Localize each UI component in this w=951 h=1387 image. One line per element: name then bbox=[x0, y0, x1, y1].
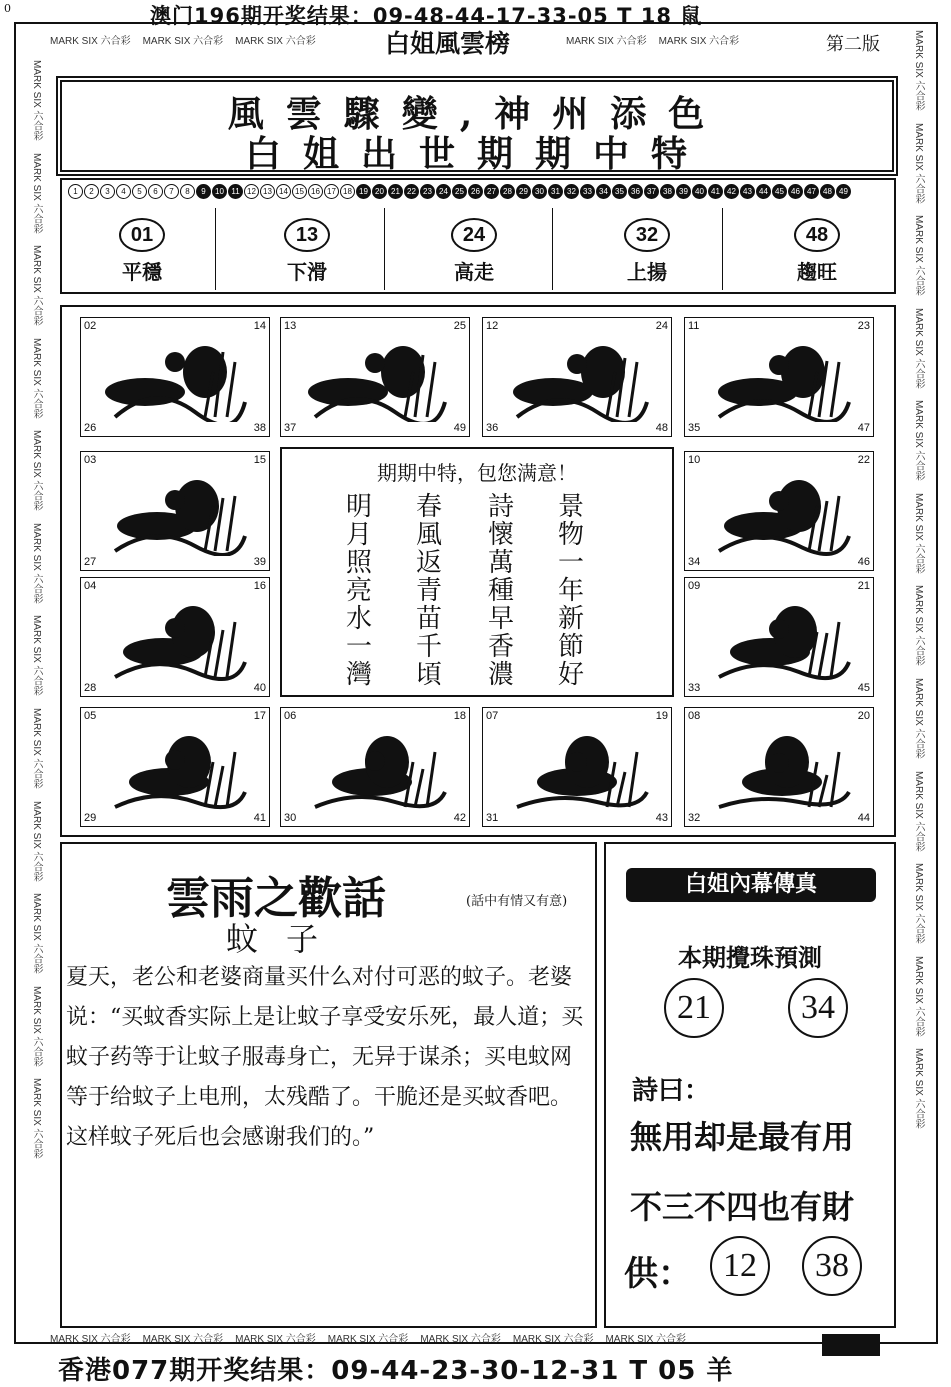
divider bbox=[552, 208, 553, 290]
picture-number: 42 bbox=[453, 812, 466, 824]
story-title: 雲雨之歡話 bbox=[166, 873, 386, 924]
number-ball: 36 bbox=[628, 184, 643, 199]
number-ball: 29 bbox=[516, 184, 531, 199]
black-block bbox=[822, 1334, 880, 1356]
picture-number: 06 bbox=[284, 710, 297, 722]
picture-number: 15 bbox=[253, 454, 266, 466]
watermark-text: MARK SIX 六合彩 bbox=[31, 615, 42, 697]
number-ball: 18 bbox=[340, 184, 355, 199]
picture-number: 05 bbox=[84, 710, 97, 722]
pick-number: 13 bbox=[284, 218, 330, 252]
pick-5 bbox=[777, 208, 857, 288]
picture-number: 07 bbox=[486, 710, 499, 722]
number-ball: 13 bbox=[260, 184, 275, 199]
page-title: 白姐風雲榜 bbox=[385, 29, 511, 58]
ink-painting-image bbox=[95, 466, 255, 556]
number-ball: 28 bbox=[500, 184, 515, 199]
pick-label: 上揚 bbox=[627, 260, 667, 284]
pick-number: 24 bbox=[451, 218, 497, 252]
number-ball: 35 bbox=[612, 184, 627, 199]
ink-painting-image bbox=[497, 722, 657, 812]
picture-number: 31 bbox=[486, 812, 499, 824]
watermark-text: MARK SIX 六合彩 bbox=[31, 60, 42, 141]
picture-number: 33 bbox=[688, 682, 701, 694]
picture-number: 39 bbox=[253, 556, 266, 568]
picture-number: 41 bbox=[253, 812, 266, 824]
poem-column: 景物一年新節好 bbox=[557, 492, 584, 690]
watermark-strip-right bbox=[910, 30, 926, 1320]
prediction-header: 白姐內幕傳真 bbox=[626, 868, 876, 902]
ink-painting-image bbox=[699, 332, 859, 422]
supply-ball: 12 bbox=[710, 1236, 770, 1296]
picture-number: 10 bbox=[688, 454, 701, 466]
number-ball: 6 bbox=[148, 184, 163, 199]
pick-label: 平穩 bbox=[122, 260, 162, 284]
slogan-box bbox=[60, 80, 894, 175]
picture-number: 34 bbox=[688, 556, 701, 568]
picture-number: 48 bbox=[655, 422, 668, 434]
picture-card bbox=[80, 577, 270, 697]
watermark-text: MARK SIX 六合彩 bbox=[31, 430, 42, 511]
number-ball: 14 bbox=[276, 184, 291, 199]
ink-painting-image bbox=[699, 466, 859, 556]
watermark-strip-top-right bbox=[566, 32, 816, 48]
watermark-text: MARK SIX 六合彩 bbox=[31, 152, 42, 234]
picture-number: 26 bbox=[84, 422, 97, 434]
number-ball: 41 bbox=[708, 184, 723, 199]
picture-number: 21 bbox=[857, 580, 870, 592]
watermark-text: MARK SIX 六合彩 bbox=[913, 492, 924, 574]
picture-number: 20 bbox=[857, 710, 870, 722]
story-keyword: 蚊子 bbox=[226, 920, 347, 958]
picture-number: 23 bbox=[857, 320, 870, 332]
picture-number: 18 bbox=[453, 710, 466, 722]
picture-number: 08 bbox=[688, 710, 701, 722]
picture-number: 37 bbox=[284, 422, 297, 434]
number-ball: 44 bbox=[756, 184, 771, 199]
picture-card bbox=[684, 317, 874, 437]
picture-card bbox=[280, 317, 470, 437]
slogan-line-2: 白姐出世期期中特 bbox=[244, 133, 709, 175]
picture-number: 36 bbox=[486, 422, 499, 434]
picture-card bbox=[684, 577, 874, 697]
ink-painting-image bbox=[295, 722, 455, 812]
pick-number: 48 bbox=[794, 218, 840, 252]
poem-column: 春風返青苗千頃 bbox=[415, 492, 442, 690]
watermark-strip-bottom bbox=[50, 1330, 820, 1346]
picture-number: 32 bbox=[688, 812, 701, 824]
number-ball: 7 bbox=[164, 184, 179, 199]
number-ball: 27 bbox=[484, 184, 499, 199]
watermark-text: MARK SIX 六合彩 bbox=[327, 1334, 409, 1345]
number-ball: 48 bbox=[820, 184, 835, 199]
watermark-text: MARK SIX 六合彩 bbox=[235, 1334, 316, 1345]
picture-number: 14 bbox=[253, 320, 266, 332]
picture-number: 27 bbox=[84, 556, 97, 568]
picture-number: 13 bbox=[284, 320, 297, 332]
watermark-text: MARK SIX 六合彩 bbox=[605, 1334, 687, 1345]
prediction-ball: 34 bbox=[788, 978, 848, 1038]
number-ball: 43 bbox=[740, 184, 755, 199]
ink-painting-image bbox=[699, 592, 859, 682]
number-ball: 38 bbox=[660, 184, 675, 199]
picture-number: 49 bbox=[453, 422, 466, 434]
slogan-line-1: 風雲驟變,神州添色 bbox=[227, 93, 727, 135]
watermark-strip-left bbox=[28, 60, 44, 1320]
number-ball: 24 bbox=[436, 184, 451, 199]
number-ball: 3 bbox=[100, 184, 115, 199]
number-ball: 5 bbox=[132, 184, 147, 199]
number-ball: 42 bbox=[724, 184, 739, 199]
watermark-text: MARK SIX 六合彩 bbox=[566, 36, 647, 47]
picture-number: 19 bbox=[655, 710, 668, 722]
corner-mark: 0 bbox=[4, 2, 11, 15]
number-ball: 34 bbox=[596, 184, 611, 199]
edition-label: 第二版 bbox=[826, 34, 880, 55]
number-ball: 11 bbox=[228, 184, 243, 199]
poem-column: 詩懷萬種早香濃 bbox=[487, 492, 514, 690]
picture-number: 43 bbox=[655, 812, 668, 824]
pick-4 bbox=[607, 208, 687, 288]
number-ball: 8 bbox=[180, 184, 195, 199]
number-ball: 19 bbox=[356, 184, 371, 199]
number-row bbox=[68, 184, 888, 199]
ink-painting-image bbox=[497, 332, 657, 422]
number-ball: 45 bbox=[772, 184, 787, 199]
picture-card bbox=[80, 707, 270, 827]
number-ball: 21 bbox=[388, 184, 403, 199]
number-ball: 4 bbox=[116, 184, 131, 199]
picture-number: 45 bbox=[857, 682, 870, 694]
ink-painting-image bbox=[295, 332, 455, 422]
picture-number: 35 bbox=[688, 422, 701, 434]
number-ball: 31 bbox=[548, 184, 563, 199]
ink-painting-image bbox=[95, 332, 255, 422]
picture-card bbox=[684, 707, 874, 827]
watermark-text: MARK SIX 六合彩 bbox=[913, 1048, 924, 1129]
watermark-text: MARK SIX 六合彩 bbox=[50, 1334, 131, 1345]
picture-number: 04 bbox=[84, 580, 97, 592]
side-poem-line-2: 不三不四也有財 bbox=[630, 1188, 855, 1226]
picture-card bbox=[80, 317, 270, 437]
number-ball: 12 bbox=[244, 184, 259, 199]
picture-card bbox=[684, 451, 874, 571]
number-ball: 10 bbox=[212, 184, 227, 199]
watermark-text: MARK SIX 六合彩 bbox=[658, 36, 740, 47]
picture-number: 02 bbox=[84, 320, 97, 332]
watermark-text: MARK SIX 六合彩 bbox=[31, 708, 42, 789]
watermark-text: MARK SIX 六合彩 bbox=[512, 1334, 594, 1345]
number-ball: 9 bbox=[196, 184, 211, 199]
watermark-text: MARK SIX 六合彩 bbox=[31, 1078, 42, 1159]
watermark-text: MARK SIX 六合彩 bbox=[913, 955, 924, 1037]
number-ball: 32 bbox=[564, 184, 579, 199]
watermark-text: MARK SIX 六合彩 bbox=[913, 122, 924, 204]
divider bbox=[722, 208, 723, 290]
number-ball: 26 bbox=[468, 184, 483, 199]
watermark-text: MARK SIX 六合彩 bbox=[142, 36, 224, 47]
number-ball: 39 bbox=[676, 184, 691, 199]
picture-number: 17 bbox=[253, 710, 266, 722]
watermark-text: MARK SIX 六合彩 bbox=[913, 585, 924, 667]
picture-number: 44 bbox=[857, 812, 870, 824]
prediction-ball: 21 bbox=[664, 978, 724, 1038]
picture-number: 03 bbox=[84, 454, 97, 466]
number-ball: 37 bbox=[644, 184, 659, 199]
poem-label: 詩曰： bbox=[632, 1076, 711, 1106]
watermark-text: MARK SIX 六合彩 bbox=[31, 800, 42, 882]
ink-painting-image bbox=[699, 722, 859, 812]
watermark-text: MARK SIX 六合彩 bbox=[420, 1334, 501, 1345]
story-subtitle: (話中有情又有意) bbox=[466, 894, 568, 909]
watermark-text: MARK SIX 六合彩 bbox=[31, 245, 42, 326]
watermark-text: MARK SIX 六合彩 bbox=[913, 400, 924, 481]
number-ball: 16 bbox=[308, 184, 323, 199]
watermark-text: MARK SIX 六合彩 bbox=[913, 863, 924, 944]
divider bbox=[215, 208, 216, 290]
picture-card bbox=[482, 707, 672, 827]
prediction-panel bbox=[604, 842, 896, 1328]
picture-card bbox=[80, 451, 270, 571]
watermark-text: MARK SIX 六合彩 bbox=[50, 36, 131, 47]
story-body: 夏天，老公和老婆商量买什么对付可恶的蚊子。老婆说：“买蚊香实际上是让蚊子享受安乐死，最人道；买蚊子药等于让蚊子服毒身亡，无异于谋杀；买电蚊网等于给蚊子上电刑，太残酷了。干脆还是买蚊香吧。这样蚊子死后也会感谢我们的。” bbox=[66, 965, 584, 1150]
number-ball: 49 bbox=[836, 184, 851, 199]
poem-box bbox=[280, 447, 674, 697]
number-ball: 23 bbox=[420, 184, 435, 199]
picture-number: 28 bbox=[84, 682, 97, 694]
watermark-text: MARK SIX 六合彩 bbox=[31, 985, 42, 1067]
picture-number: 11 bbox=[688, 320, 700, 332]
picture-gallery bbox=[60, 305, 896, 837]
supply-label: 供： bbox=[624, 1254, 692, 1294]
watermark-text: MARK SIX 六合彩 bbox=[31, 522, 42, 604]
picture-number: 25 bbox=[453, 320, 466, 332]
watermark-text: MARK SIX 六合彩 bbox=[31, 893, 42, 974]
picture-number: 29 bbox=[84, 812, 97, 824]
pick-label: 下滑 bbox=[287, 260, 327, 284]
number-ball: 17 bbox=[324, 184, 339, 199]
macau-result: 澳门196期开奖结果：09-48-44-17-33-05 T 18 鼠 bbox=[150, 4, 703, 28]
number-ball: 46 bbox=[788, 184, 803, 199]
side-poem-line-1: 無用却是最有用 bbox=[630, 1118, 855, 1156]
watermark-text: MARK SIX 六合彩 bbox=[235, 36, 316, 47]
number-ball: 15 bbox=[292, 184, 307, 199]
number-ball: 2 bbox=[84, 184, 99, 199]
number-ball: 22 bbox=[404, 184, 419, 199]
watermark-text: MARK SIX 六合彩 bbox=[913, 307, 924, 389]
picture-number: 38 bbox=[253, 422, 266, 434]
picture-number: 47 bbox=[857, 422, 870, 434]
pick-number: 32 bbox=[624, 218, 670, 252]
pick-2 bbox=[267, 208, 347, 288]
picture-number: 12 bbox=[486, 320, 499, 332]
number-ball: 20 bbox=[372, 184, 387, 199]
picture-number: 24 bbox=[655, 320, 668, 332]
number-ball: 40 bbox=[692, 184, 707, 199]
number-ball: 47 bbox=[804, 184, 819, 199]
pick-number: 01 bbox=[119, 218, 165, 252]
watermark-text: MARK SIX 六合彩 bbox=[913, 30, 924, 111]
picture-card bbox=[280, 707, 470, 827]
picture-number: 09 bbox=[688, 580, 701, 592]
prediction-label: 本期攪珠預測 bbox=[678, 944, 822, 972]
pick-3 bbox=[434, 208, 514, 288]
number-ball: 30 bbox=[532, 184, 547, 199]
hongkong-result: 香港077期开奖结果：09-44-23-30-12-31 T 05 羊 bbox=[58, 1356, 734, 1386]
poem-title: 期期中特，包您满意！ bbox=[377, 461, 577, 485]
supply-ball: 38 bbox=[802, 1236, 862, 1296]
poem-column: 明月照亮水一灣 bbox=[345, 492, 372, 690]
watermark-text: MARK SIX 六合彩 bbox=[913, 215, 924, 296]
watermark-text: MARK SIX 六合彩 bbox=[913, 770, 924, 852]
number-ball: 25 bbox=[452, 184, 467, 199]
ink-painting-image bbox=[95, 592, 255, 682]
watermark-text: MARK SIX 六合彩 bbox=[31, 337, 42, 419]
picture-number: 16 bbox=[253, 580, 266, 592]
number-ball: 33 bbox=[580, 184, 595, 199]
picture-number: 46 bbox=[857, 556, 870, 568]
divider bbox=[384, 208, 385, 290]
ink-painting-image bbox=[95, 722, 255, 812]
story-panel bbox=[60, 842, 597, 1328]
pick-label: 高走 bbox=[454, 260, 494, 284]
pick-1 bbox=[102, 208, 182, 288]
watermark-text: MARK SIX 六合彩 bbox=[913, 678, 924, 759]
number-panel bbox=[60, 178, 896, 294]
number-ball: 1 bbox=[68, 184, 83, 199]
pick-label: 趨旺 bbox=[797, 260, 837, 284]
picture-number: 30 bbox=[284, 812, 297, 824]
watermark-strip-top-left bbox=[50, 32, 380, 48]
picture-card bbox=[482, 317, 672, 437]
picture-number: 22 bbox=[857, 454, 870, 466]
picture-number: 40 bbox=[253, 682, 266, 694]
watermark-text: MARK SIX 六合彩 bbox=[142, 1334, 224, 1345]
